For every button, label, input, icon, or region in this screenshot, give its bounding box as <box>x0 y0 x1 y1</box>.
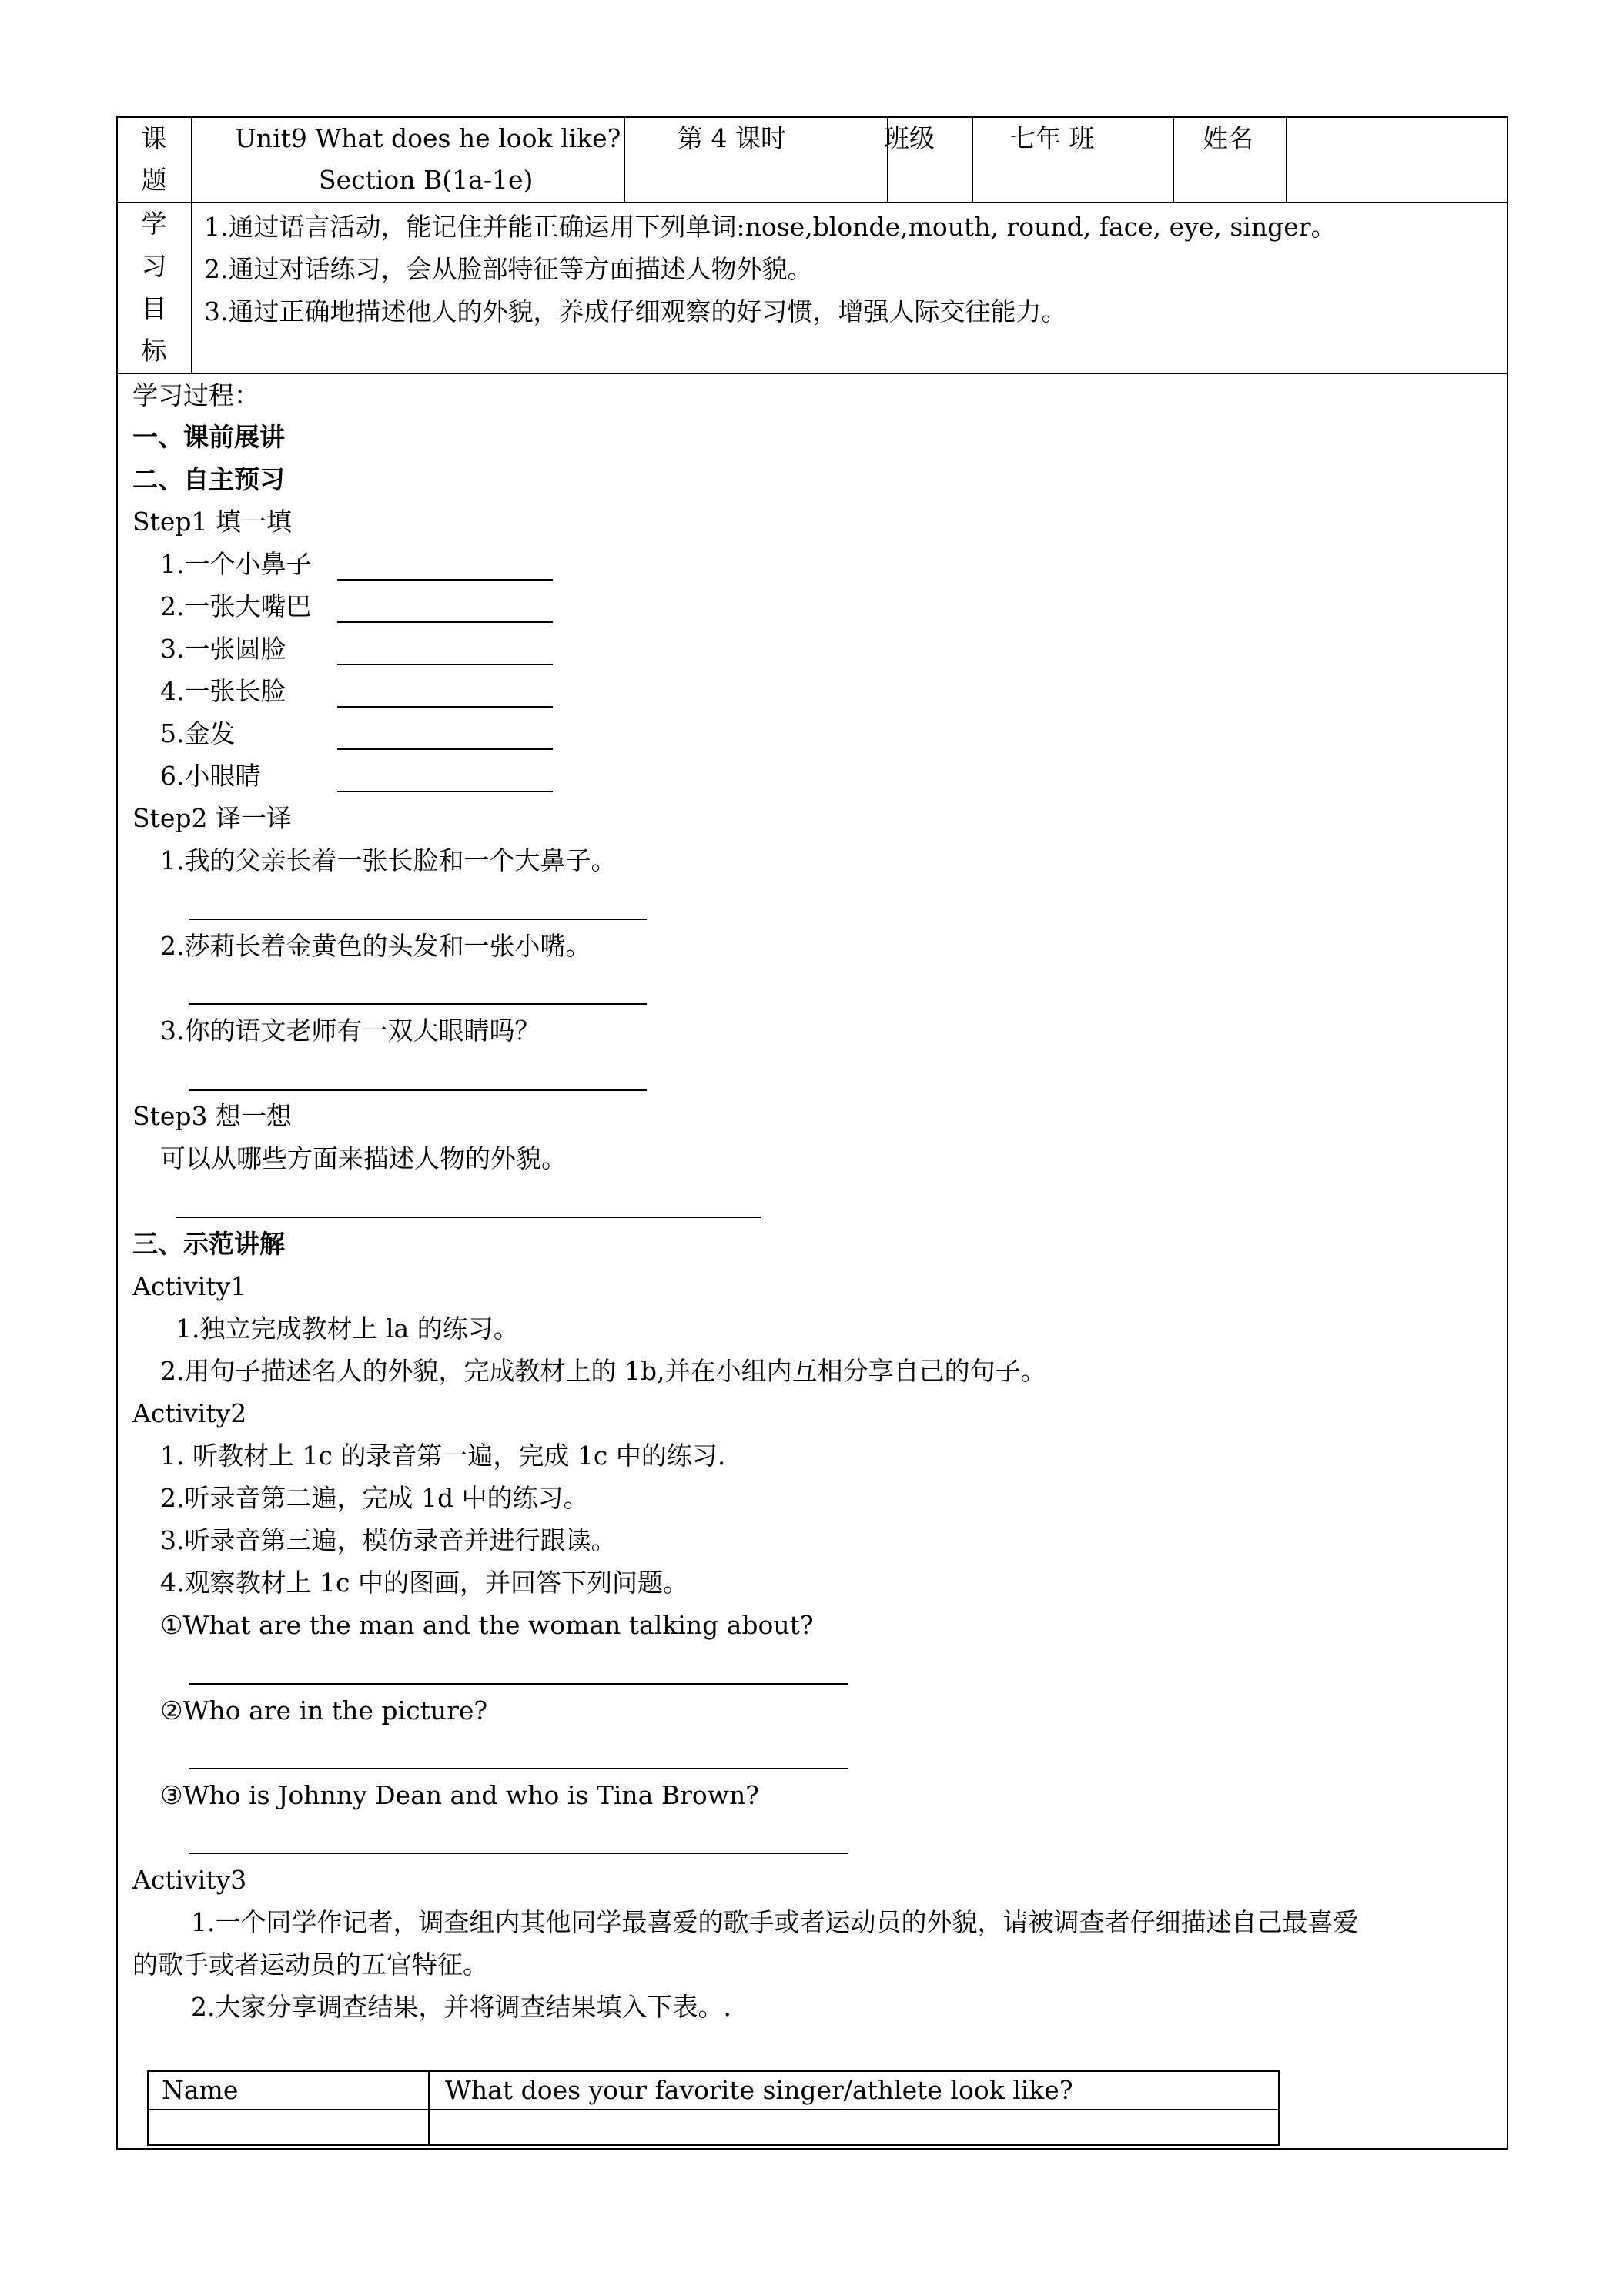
activity3-item-1-line-2: 的歌手或者运动员的五官特征。 <box>132 1950 488 1980</box>
step1-item-5: 5.金发 <box>160 718 236 748</box>
step2-title: Step2 译一译 <box>132 803 293 833</box>
part2-heading: 二、自主预习 <box>132 464 285 494</box>
step2-item-2: 2.莎莉长着金黄色的头发和一张小嘴。 <box>160 931 591 961</box>
unit-title: Unit9 What does he look like? <box>235 123 621 153</box>
lesson-number: 第 4 课时 <box>678 123 786 153</box>
activity2-answer-3[interactable] <box>189 1853 848 1854</box>
table-cell-description[interactable] <box>436 2114 1275 2142</box>
activity1-item-1: 1.独立完成教材上 la 的练习。 <box>176 1314 519 1344</box>
header-divider-1 <box>624 116 625 202</box>
activity2-question-1: ①What are the man and the woman talking about? <box>160 1610 814 1640</box>
objective-3: 3.通过正确地描述他人的外貌，养成仔细观察的好习惯，增强人际交往能力。 <box>204 296 1067 326</box>
step1-item-1: 1.一个小鼻子 <box>160 549 312 579</box>
step2-blank-2[interactable] <box>189 1003 647 1005</box>
activity3-title: Activity3 <box>132 1865 247 1895</box>
step3-blank[interactable] <box>176 1217 761 1218</box>
step1-title: Step1 填一填 <box>132 507 293 537</box>
process-title: 学习过程： <box>132 380 259 410</box>
survey-table-column-divider <box>428 2070 430 2146</box>
activity3-item-1-line-1: 1.一个同学作记者，调查组内其他同学最喜爱的歌手或者运动员的外貌，请被调查者仔细描述自己最喜爱 <box>191 1907 1359 1937</box>
objective-2: 2.通过对话练习，会从脸部特征等方面描述人物外貌。 <box>204 254 813 284</box>
part3-heading: 三、示范讲解 <box>132 1229 285 1259</box>
topic-label-char-2: 题 <box>141 165 167 195</box>
part1-heading: 一、课前展讲 <box>132 422 285 452</box>
activity2-item-2: 2.听录音第二遍，完成 1d 中的练习。 <box>160 1483 589 1513</box>
objectives-label-char-3: 目 <box>141 293 167 323</box>
label-column-divider <box>191 116 192 373</box>
activity2-item-1: 1. 听教材上 1c 的录音第一遍，完成 1c 中的练习. <box>160 1441 726 1471</box>
activity2-question-3: ③Who is Johnny Dean and who is Tina Brown? <box>160 1780 759 1810</box>
objective-1: 1.通过语言活动，能记住并能正确运用下列单词:nose,blonde,mouth, round, face, eye, singer。 <box>204 212 1337 242</box>
step1-blank-1[interactable] <box>337 579 553 581</box>
table-header-name: Name <box>162 2075 239 2105</box>
name-field[interactable] <box>1301 126 1494 156</box>
step1-item-3: 3.一张圆脸 <box>160 634 286 664</box>
activity2-item-4: 4.观察教材上 1c 中的图画，并回答下列问题。 <box>160 1568 688 1598</box>
activity1-item-2: 2.用句子描述名人的外貌，完成教材上的 1b,并在小组内互相分享自己的句子。 <box>160 1356 1046 1386</box>
header-divider-3 <box>972 116 973 202</box>
header-divider-5 <box>1286 116 1287 202</box>
table-header-question: What does your favorite singer/athlete look like? <box>445 2075 1073 2105</box>
step1-item-2: 2.一张大嘴巴 <box>160 591 312 621</box>
step2-item-1: 1.我的父亲长着一张长脸和一个大鼻子。 <box>160 845 617 875</box>
activity2-title: Activity2 <box>132 1398 247 1428</box>
step2-item-3: 3.你的语文老师有一双大眼睛吗？ <box>160 1016 540 1046</box>
grade-class: 七年 班 <box>1010 123 1095 153</box>
step3-title: Step3 想一想 <box>132 1101 293 1131</box>
survey-table-header-line <box>147 2109 1280 2110</box>
objectives-label-char-2: 习 <box>141 251 167 281</box>
header-bottom-line <box>116 202 1508 203</box>
topic-label-char-1: 课 <box>141 123 167 153</box>
step1-item-4: 4.一张长脸 <box>160 676 286 706</box>
step1-item-6: 6.小眼睛 <box>160 761 261 791</box>
step1-blank-2[interactable] <box>337 621 553 623</box>
activity2-question-2: ②Who are in the picture? <box>160 1695 488 1725</box>
activity2-answer-1[interactable] <box>189 1683 848 1685</box>
table-cell-name[interactable] <box>154 2114 423 2142</box>
worksheet-frame <box>116 116 1508 2150</box>
class-label: 班级 <box>884 123 935 153</box>
name-label: 姓名 <box>1203 123 1253 153</box>
step2-blank-1[interactable] <box>189 919 647 920</box>
activity3-item-2: 2.大家分享调查结果，并将调查结果填入下表。. <box>191 1992 731 2022</box>
activity2-answer-2[interactable] <box>189 1768 848 1769</box>
step1-blank-5[interactable] <box>337 748 553 750</box>
activity2-item-3: 3.听录音第三遍，模仿录音并进行跟读。 <box>160 1525 617 1555</box>
step2-blank-3[interactable] <box>189 1089 647 1091</box>
objectives-label-char-1: 学 <box>141 209 167 239</box>
header-divider-4 <box>1173 116 1174 202</box>
step3-text: 可以从哪些方面来描述人物的外貌。 <box>160 1143 567 1173</box>
step1-blank-4[interactable] <box>337 706 553 708</box>
section-title: Section B(1a-1e) <box>319 165 534 195</box>
objectives-label-char-4: 标 <box>141 336 167 366</box>
objectives-bottom-line <box>116 373 1508 374</box>
activity1-title: Activity1 <box>132 1271 247 1301</box>
step1-blank-6[interactable] <box>337 791 553 792</box>
step1-blank-3[interactable] <box>337 664 553 665</box>
